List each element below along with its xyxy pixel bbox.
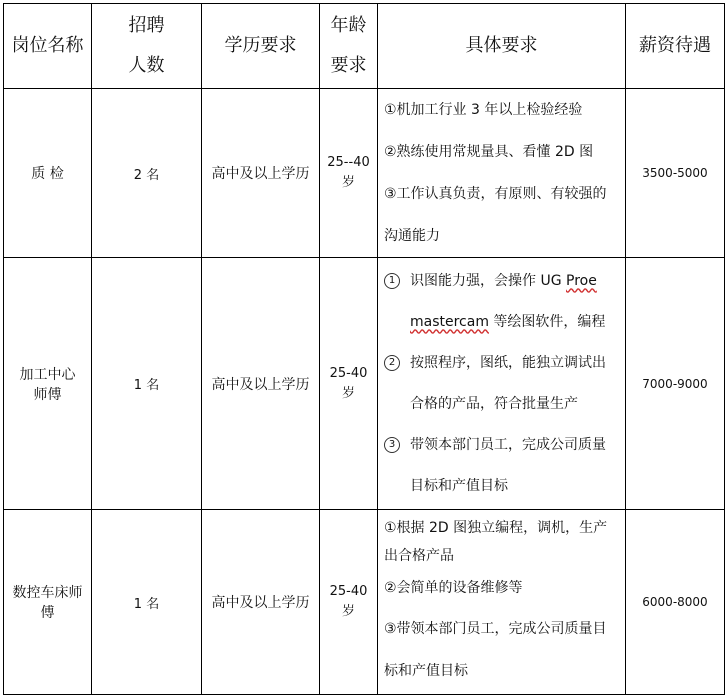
age-line1: 25-40 [329,584,368,599]
age-cell [320,510,378,695]
age-line2: 岁 [341,175,355,190]
header-row [4,4,725,89]
header-age [320,4,378,89]
requirement-text-underlined: Proe [566,272,597,289]
education-cell: 高中及以上学历 [202,258,320,510]
age-cell [320,89,378,258]
table-row [4,510,725,695]
salary-cell: 7000-9000 [626,258,725,510]
requirement-line: 带领本部门员工，完成公司质量 [410,436,606,453]
requirement-line: ③工作认真负责，有原则、有较强的 [384,186,607,202]
requirement-line: 目标和产值目标 [410,477,508,494]
position-line1: 数控车床师 [12,585,83,601]
age-line2: 岁 [341,385,355,401]
position-line1: 加工中心 [19,366,76,383]
count-cell: 1 名 [92,510,202,695]
requirement-item [384,425,619,507]
requirement-line: 出合格产品 [384,548,454,564]
requirement-line [410,302,619,343]
requirement-line: ②会简单的设备维修等 [384,580,523,596]
header-education: 学历要求 [202,4,320,89]
requirement-item [384,343,619,425]
requirement-item [384,261,619,343]
requirement-line: ②熟练使用常规量具、看懂 2D 图 [384,144,594,160]
header-age-line1: 年龄 [330,15,367,36]
requirement-line: ①机加工行业 3 年以上检验经验 [384,102,583,118]
header-requirements: 具体要求 [378,4,626,89]
position-line2: 傅 [40,605,55,621]
salary-cell: 6000-8000 [626,510,725,695]
circled-number-icon: 2 [384,355,400,371]
header-count-line1: 招聘 [128,15,165,36]
education-cell: 高中及以上学历 [202,89,320,258]
count-cell: 1 名 [92,258,202,510]
requirement-line [410,261,619,302]
salary-cell: 3500-5000 [626,89,725,258]
position-line2: 师傅 [33,386,62,403]
requirements-cell [378,89,626,258]
requirement-line: 沟通能力 [384,228,440,244]
header-count [92,4,202,89]
table-row [4,258,725,510]
education-cell: 高中及以上学历 [202,510,320,695]
table-row [4,89,725,258]
count-cell: 2 名 [92,89,202,258]
age-line1: 25-40 [329,365,368,381]
position-cell [4,258,92,510]
requirement-line: 标和产值目标 [384,663,468,679]
requirement-text-underlined: mastercam [410,313,489,330]
header-age-line2: 要求 [330,55,367,76]
recruitment-table [3,3,725,695]
age-line1: 25--40 [327,155,370,170]
requirement-text: 识图能力强，会操作 UG [410,272,566,289]
header-count-line2: 人数 [128,55,165,76]
circled-number-icon: 1 [384,273,400,289]
age-cell [320,258,378,510]
position-cell [4,510,92,695]
requirements-cell [378,258,626,510]
requirement-line: 合格的产品，符合批量生产 [410,395,578,412]
requirement-line: ①根据 2D 图独立编程，调机，生产 [384,520,608,536]
position-cell: 质 检 [4,89,92,258]
header-position: 岗位名称 [4,4,92,89]
header-salary: 薪资待遇 [626,4,725,89]
requirement-line: ③带领本部门员工，完成公司质量目 [384,621,607,637]
circled-number-icon: 3 [384,437,400,453]
requirement-text: 等绘图软件，编程 [488,313,606,330]
age-line2: 岁 [341,604,355,619]
requirement-line: 按照程序，图纸，能独立调试出 [410,354,606,371]
requirements-cell [378,510,626,695]
